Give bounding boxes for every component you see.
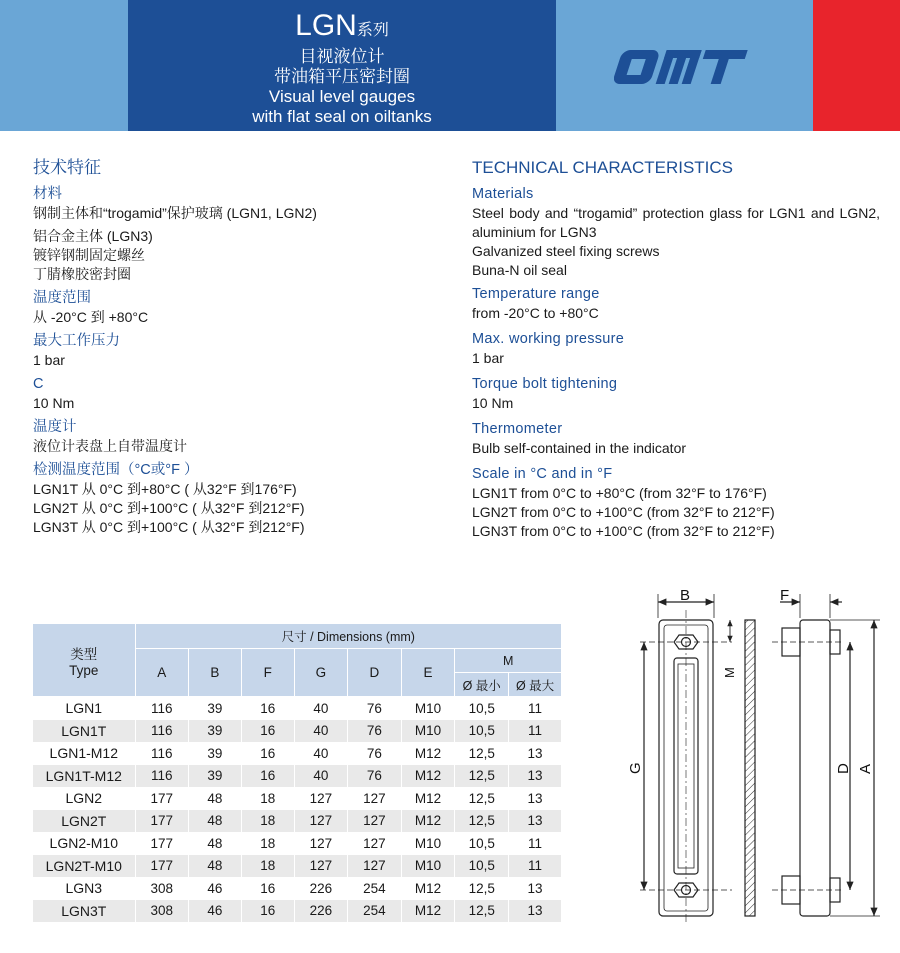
table-cell: 48 bbox=[188, 810, 241, 833]
en-section-title: TECHNICAL CHARACTERISTICS bbox=[472, 158, 734, 177]
table-cell: M12 bbox=[401, 765, 455, 788]
col-header-m-max: Ø 最大 bbox=[509, 673, 561, 697]
col-header-e: E bbox=[401, 649, 455, 697]
table-cell: 18 bbox=[241, 832, 294, 855]
table-cell: 177 bbox=[135, 832, 188, 855]
table-cell: 116 bbox=[135, 742, 188, 765]
col-header-a: A bbox=[135, 649, 188, 697]
table-cell: M12 bbox=[401, 810, 455, 833]
table-cell: 12,5 bbox=[455, 742, 509, 765]
cn-characteristics bbox=[33, 158, 433, 537]
header-band-left bbox=[0, 0, 128, 131]
en-thermometer-head: Thermometer bbox=[472, 421, 563, 437]
col-header-m-min: Ø 最小 bbox=[455, 673, 509, 697]
en-pressure-line: 1 bar bbox=[472, 350, 504, 366]
table-cell-type: LGN1-M12 bbox=[33, 742, 135, 765]
table-row bbox=[33, 877, 561, 900]
header-title-block bbox=[128, 0, 556, 131]
cn-temp-head: 温度范围 bbox=[33, 290, 91, 306]
cn-scale-head: 检测温度范围（°C或°F ） bbox=[33, 462, 199, 478]
table-body bbox=[33, 697, 561, 923]
dimensions-table bbox=[33, 624, 561, 922]
table-cell: 177 bbox=[135, 787, 188, 810]
table-cell: 127 bbox=[348, 855, 401, 878]
cn-pressure-head: 最大工作压力 bbox=[33, 333, 120, 349]
label-g: G bbox=[627, 762, 644, 774]
cn-materials-head: 材料 bbox=[33, 186, 62, 202]
table-cell: 127 bbox=[294, 810, 347, 833]
table-cell: M10 bbox=[401, 855, 455, 878]
table-cell-type: LGN1T bbox=[33, 720, 135, 743]
title-cn-line2: 带油箱平压密封圈 bbox=[274, 67, 410, 86]
table-cell: 16 bbox=[241, 765, 294, 788]
table-cell: 127 bbox=[294, 855, 347, 878]
table-cell: 226 bbox=[294, 900, 347, 923]
table-cell: 127 bbox=[294, 832, 347, 855]
cn-materials-line: 丁腈橡胶密封圈 bbox=[33, 266, 131, 282]
table-cell: 11 bbox=[509, 832, 561, 855]
table-cell: 39 bbox=[188, 720, 241, 743]
table-cell: M12 bbox=[401, 742, 455, 765]
table-cell: 76 bbox=[348, 742, 401, 765]
table-cell: 13 bbox=[509, 765, 561, 788]
table-cell-type: LGN2 bbox=[33, 787, 135, 810]
table-cell: 11 bbox=[509, 720, 561, 743]
table-cell: M10 bbox=[401, 832, 455, 855]
en-torque-line: 10 Nm bbox=[472, 395, 514, 411]
table-cell: 177 bbox=[135, 855, 188, 878]
en-characteristics bbox=[472, 158, 880, 541]
col-header-d: D bbox=[348, 649, 401, 697]
header-band-right bbox=[556, 0, 813, 131]
cn-scale-line: LGN3T 从 0°C 到+100°C ( 从32°F 到212°F) bbox=[33, 519, 305, 535]
col-header-b: B bbox=[188, 649, 241, 697]
label-a: A bbox=[857, 763, 874, 774]
table-cell-type: LGN3T bbox=[33, 900, 135, 923]
table-cell-type: LGN1T-M12 bbox=[33, 765, 135, 788]
table-cell: 76 bbox=[348, 720, 401, 743]
en-materials-line: Galvanized steel fixing screws bbox=[472, 243, 660, 259]
table-cell: M10 bbox=[401, 697, 455, 720]
table-cell: 16 bbox=[241, 900, 294, 923]
table-cell: 127 bbox=[348, 832, 401, 855]
series-title: LGN系列 bbox=[295, 9, 389, 42]
en-scale-line: LGN2T from 0°C to +100°C (from 32°F to 212°F) bbox=[472, 504, 775, 520]
table-cell: 12,5 bbox=[455, 900, 509, 923]
table-cell: M10 bbox=[401, 720, 455, 743]
table-cell: 48 bbox=[188, 787, 241, 810]
cn-torque-line: 10 Nm bbox=[33, 395, 75, 411]
en-temp-head: Temperature range bbox=[472, 286, 600, 302]
label-d: D bbox=[835, 763, 852, 774]
table-cell: 116 bbox=[135, 720, 188, 743]
table-row bbox=[33, 810, 561, 833]
table-cell: 12,5 bbox=[455, 787, 509, 810]
title-cn-line1: 目视液位计 bbox=[299, 47, 385, 66]
col-header-g: G bbox=[294, 649, 347, 697]
table-cell: 10,5 bbox=[455, 720, 509, 743]
table-cell: 40 bbox=[294, 765, 347, 788]
technical-drawing bbox=[604, 580, 894, 925]
table-cell: 116 bbox=[135, 765, 188, 788]
table-row bbox=[33, 765, 561, 788]
en-torque-head: Torque bolt tightening bbox=[472, 376, 618, 392]
table-cell: 127 bbox=[348, 787, 401, 810]
en-materials-head: Materials bbox=[472, 186, 534, 202]
table-cell: 48 bbox=[188, 855, 241, 878]
table-cell: 16 bbox=[241, 697, 294, 720]
table-cell: 127 bbox=[294, 787, 347, 810]
front-view bbox=[640, 594, 732, 922]
table-cell: 48 bbox=[188, 832, 241, 855]
table-cell: 13 bbox=[509, 810, 561, 833]
table-cell: 40 bbox=[294, 742, 347, 765]
table-cell: 12,5 bbox=[455, 810, 509, 833]
label-m: M bbox=[722, 667, 737, 678]
cn-materials-line: 铝合金主体 (LGN3) bbox=[33, 228, 153, 244]
en-scale-head: Scale in °C and in °F bbox=[472, 466, 613, 482]
table-cell: 39 bbox=[188, 697, 241, 720]
cn-scale-line: LGN2T 从 0°C 到+100°C ( 从32°F 到212°F) bbox=[33, 500, 305, 516]
table-cell: M12 bbox=[401, 900, 455, 923]
table-cell: 46 bbox=[188, 877, 241, 900]
header-band-red bbox=[813, 0, 900, 131]
col-header-f: F bbox=[241, 649, 294, 697]
table-cell: M12 bbox=[401, 787, 455, 810]
table-cell: 12,5 bbox=[455, 877, 509, 900]
table-cell-type: LGN3 bbox=[33, 877, 135, 900]
en-materials-line: Steel body and “trogamid” protection glass for LGN1 and LGN2, aluminium for LGN3 bbox=[472, 205, 880, 240]
en-thermometer-line: Bulb self-contained in the indicator bbox=[472, 440, 687, 456]
col-header-m: M bbox=[455, 649, 561, 673]
table-cell: 39 bbox=[188, 765, 241, 788]
cn-torque-head: C bbox=[33, 376, 44, 392]
label-f: F bbox=[780, 587, 790, 604]
side-view bbox=[745, 594, 880, 916]
table-cell-type: LGN2T-M10 bbox=[33, 855, 135, 878]
table-cell: M12 bbox=[401, 877, 455, 900]
table-row bbox=[33, 787, 561, 810]
table-row bbox=[33, 697, 561, 720]
table-cell: 254 bbox=[348, 877, 401, 900]
table-cell: 16 bbox=[241, 742, 294, 765]
table-cell: 11 bbox=[509, 697, 561, 720]
cn-thermometer-head: 温度计 bbox=[33, 419, 77, 435]
table-cell: 13 bbox=[509, 900, 561, 923]
cn-section-title: 技术特征 bbox=[33, 158, 101, 177]
table-cell: 46 bbox=[188, 900, 241, 923]
table-cell: 12,5 bbox=[455, 765, 509, 788]
table-cell: 39 bbox=[188, 742, 241, 765]
table-cell: 177 bbox=[135, 810, 188, 833]
table-cell: 13 bbox=[509, 877, 561, 900]
label-b: B bbox=[680, 587, 691, 604]
omt-logo bbox=[614, 46, 756, 88]
table-cell: 13 bbox=[509, 742, 561, 765]
cn-materials-line: 钢制主体和“trogamid”保护玻璃 (LGN1, LGN2) bbox=[33, 205, 317, 221]
en-pressure-head: Max. working pressure bbox=[472, 331, 625, 347]
cn-pressure-line: 1 bar bbox=[33, 352, 65, 368]
en-scale-line: LGN1T from 0°C to +80°C (from 32°F to 176°F) bbox=[472, 485, 767, 501]
title-en-line1: Visual level gauges bbox=[268, 87, 416, 106]
en-temp-line: from -20°C to +80°C bbox=[472, 305, 599, 321]
table-cell-type: LGN1 bbox=[33, 697, 135, 720]
table-cell: 254 bbox=[348, 900, 401, 923]
table-cell: 76 bbox=[348, 697, 401, 720]
table-cell: 308 bbox=[135, 900, 188, 923]
table-cell: 18 bbox=[241, 810, 294, 833]
table-cell: 40 bbox=[294, 697, 347, 720]
cn-temp-line: 从 -20°C 到 +80°C bbox=[33, 309, 149, 325]
table-cell: 16 bbox=[241, 877, 294, 900]
table-cell: 10,5 bbox=[455, 855, 509, 878]
table-cell: 127 bbox=[348, 810, 401, 833]
dimensions-header: 尺寸 / Dimensions (mm) bbox=[135, 624, 561, 649]
table-cell: 10,5 bbox=[455, 832, 509, 855]
table-row bbox=[33, 742, 561, 765]
en-scale-line: LGN3T from 0°C to +100°C (from 32°F to 212°F) bbox=[472, 523, 775, 539]
table-cell: 308 bbox=[135, 877, 188, 900]
table-cell: 18 bbox=[241, 787, 294, 810]
cn-thermometer-line: 液位计表盘上自带温度计 bbox=[33, 438, 187, 454]
table-cell: 13 bbox=[509, 787, 561, 810]
table-cell: 76 bbox=[348, 765, 401, 788]
table-cell: 11 bbox=[509, 855, 561, 878]
type-header: 类型 Type bbox=[33, 624, 135, 697]
table-cell: 18 bbox=[241, 855, 294, 878]
title-en-line2: with flat seal on oiltanks bbox=[252, 107, 432, 126]
cn-scale-line: LGN1T 从 0°C 到+80°C ( 从32°F 到176°F) bbox=[33, 481, 297, 497]
en-materials-line: Buna-N oil seal bbox=[472, 262, 567, 278]
table-cell: 116 bbox=[135, 697, 188, 720]
table-cell: 226 bbox=[294, 877, 347, 900]
table-cell-type: LGN2-M10 bbox=[33, 832, 135, 855]
table-cell-type: LGN2T bbox=[33, 810, 135, 833]
table-row bbox=[33, 832, 561, 855]
table-row bbox=[33, 720, 561, 743]
cn-materials-line: 镀锌钢制固定螺丝 bbox=[33, 247, 145, 263]
table-cell: 10,5 bbox=[455, 697, 509, 720]
table-row bbox=[33, 855, 561, 878]
table-cell: 16 bbox=[241, 720, 294, 743]
table-row bbox=[33, 900, 561, 923]
table-cell: 40 bbox=[294, 720, 347, 743]
